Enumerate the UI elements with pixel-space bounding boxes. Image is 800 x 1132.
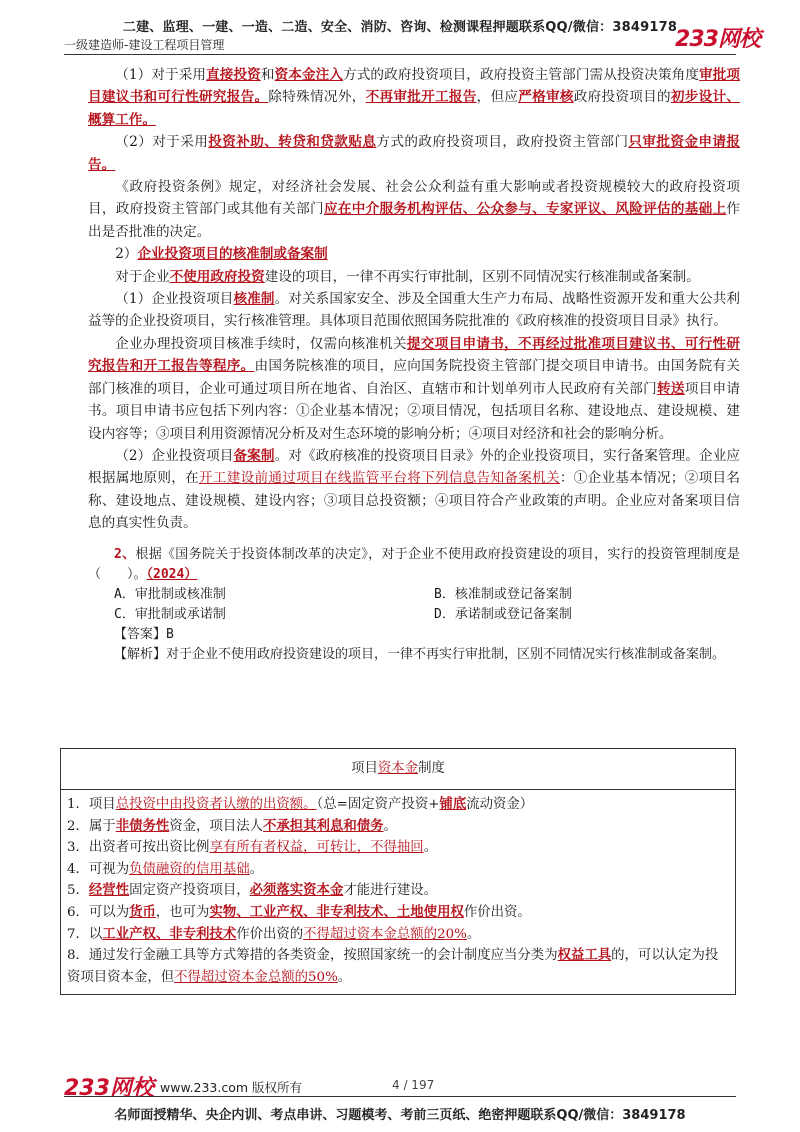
document-subtitle: 一级建造师-建设工程项目管理 bbox=[64, 38, 225, 52]
section-heading: 2）企业投资项目的核准制或备案制 bbox=[115, 246, 328, 263]
footer-banner: 名师面授精华、央企内训、考点串讲、习题模考、考前三页纸、绝密押题联系QQ/微信：3849178 bbox=[114, 1108, 686, 1123]
paragraph-enterprise: 对于企业不使用政府投资建设的项目，一律不再实行审批制，区别不同情况实行核准制或备案制。 bbox=[115, 268, 700, 285]
table-row: 3．出资者可按出资比例享有所有者权益，可转让，不得抽回。 bbox=[67, 840, 438, 856]
option-a: A．审批制或核准制 bbox=[114, 586, 226, 602]
header-divider bbox=[64, 54, 736, 55]
brand-logo[interactable] bbox=[675, 22, 760, 53]
capital-system-table bbox=[60, 748, 736, 995]
paragraph-regulation: 《政府投资条例》规定，对经济社会发展、社会公众利益有重大影响或者投资规模较大的政府投资项目，政府投资主管部门或其他有关部门应在中介服务机构评估、公众参与、专家评议、风险评估的基础上作出是否批准的决定。 bbox=[88, 179, 741, 240]
option-b: B．核准制或登记备案制 bbox=[434, 586, 572, 602]
page-number: 4 / 197 bbox=[392, 1078, 435, 1092]
logo-number: 233 bbox=[675, 27, 718, 52]
logo-text: 网校 bbox=[717, 27, 760, 52]
option-c: C．审批制或承诺制 bbox=[114, 606, 226, 622]
header-banner: 二建、监理、一建、一造、二造、安全、消防、咨询、检测课程押题联系QQ/微信：3849178 bbox=[122, 20, 678, 35]
table-row: 4．可视为负债融资的信用基础。 bbox=[67, 861, 263, 877]
main-content bbox=[88, 64, 740, 665]
question-stem: 2、根据《国务院关于投资体制改革的决定》，对于企业不使用政府投资建设的项目，实行的投资管理制度是（ ）。（2024） bbox=[88, 546, 740, 582]
table-body bbox=[61, 790, 735, 994]
question-explanation: 【解析】对于企业不使用政府投资建设的项目，一律不再实行审批制，区别不同情况实行核准制或备案制。 bbox=[114, 646, 726, 662]
question-answer: 【答案】B bbox=[114, 626, 174, 642]
table-row: 7．以工业产权、非专利技术作价出资的不得超过资本金总额的20%。 bbox=[67, 925, 481, 942]
paragraph-approval-procedure: 企业办理投资项目核准手续时，仅需向核准机关提交项目申请书，不再经过批准项目建议书、可行性研究报告和开工报告等程序。由国务院核准的项目，应向国务院投资主管部门提交项目申请书。由国务院有关部门核准的项目，企业可通过项目所在地省、自治区、直辖市和计划单列市人民政府有关部门转送项目申请书。项目申请书应包括下列内容：①企业基本情况；②项目情况，包括项目名称、建设地点、建设规模、建设内容等；③项目利用资源情况分析及对生态环境的影响分析；④项目对经济和社会的影响分析。 bbox=[88, 335, 741, 442]
table-row: 1．项目总投资中由投资者认缴的出资额。（总=固定资产投资+铺底流动资金） bbox=[67, 796, 534, 812]
paragraph-filing-system: （2）企业投资项目备案制。对《政府核准的投资项目目录》外的企业投资项目，实行备案管理。企业应根据属地原则，在开工建设前通过项目在线监管平台将下列信息告知备案机关：①企业基本情况；②项目名称、建设地点、建设规模、建设内容；③项目总投资额；④项目符合产业政策的声明。企业应对备案项目信息的真实性负责。 bbox=[88, 447, 741, 532]
table-row: 8．通过发行金融工具等方式筹措的各类资金，按照国家统一的会计制度应当分类为权益工具的，可以认定为投资项目资本金，但不得超过资本金总额的50%。 bbox=[67, 947, 719, 985]
footer-copyright: www.233.com 版权所有 bbox=[160, 1080, 302, 1095]
table-row: 2．属于非债务性资金，项目法人不承担其利息和债务。 bbox=[67, 817, 397, 834]
paragraph-subsidy-investment: （2）对于采用投资补助、转贷和贷款贴息方式的政府投资项目，政府投资主管部门只审批资金申请报告。 bbox=[88, 134, 741, 173]
option-d: D．承诺制或登记备案制 bbox=[434, 606, 572, 622]
question-options bbox=[88, 585, 740, 625]
practice-question bbox=[88, 545, 740, 665]
footer-logo[interactable]: 233网校 bbox=[64, 1076, 154, 1101]
table-title: 项目资本金制度 bbox=[61, 749, 735, 790]
table-row: 6．可以为货币，也可为实物、工业产权、非专利技术、土地使用权作价出资。 bbox=[67, 903, 531, 920]
table-row: 5．经营性固定资产投资项目，必须落实资本金才能进行建设。 bbox=[67, 882, 438, 899]
footer-divider bbox=[64, 1096, 736, 1097]
paragraph-direct-investment: （1）对于采用直接投资和资本金注入方式的政府投资项目，政府投资主管部门需从投资决策角度审批项目建议书和可行性研究报告。除特殊情况外，不再审批开工报告，但应严格审核政府投资项目的初步设计、概算工作。 bbox=[88, 67, 741, 128]
paragraph-approval-system: （1）企业投资项目核准制。对关系国家安全、涉及全国重大生产力布局、战略性资源开发和重大公共利益等的企业投资项目，实行核准管理。具体项目范围依照国务院批准的《政府核准的投资项目目录》执行。 bbox=[88, 291, 741, 330]
